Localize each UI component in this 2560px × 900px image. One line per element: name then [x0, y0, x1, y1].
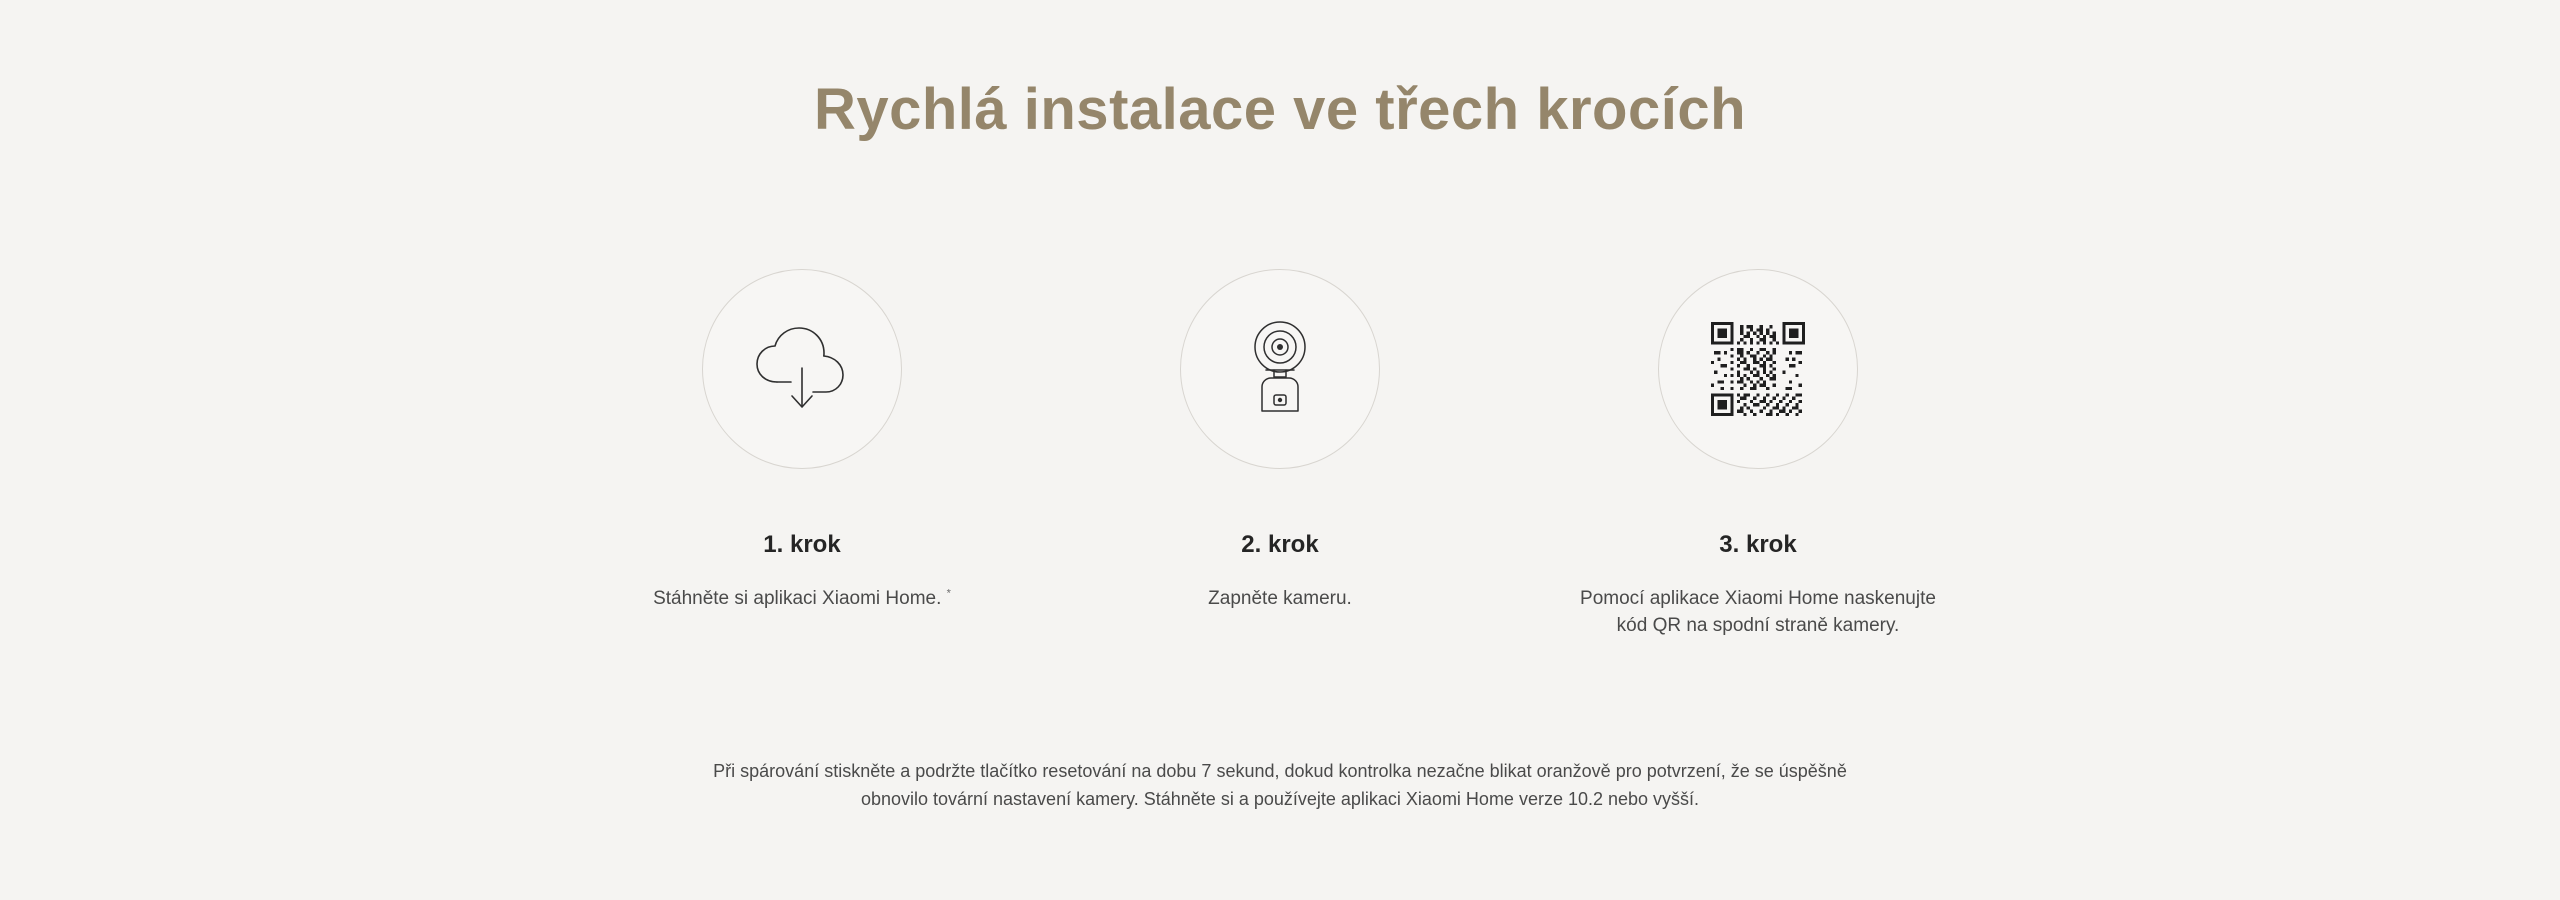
step-2-title: 2. krok: [1241, 530, 1319, 558]
page-title: Rychlá instalace ve třech krocích: [813, 77, 1747, 142]
step-3-title: 3. krok: [1719, 530, 1797, 558]
step-1-description: [653, 585, 951, 613]
step-3-icon-circle: [1658, 269, 1858, 469]
step-2-icon-circle: [1180, 269, 1380, 469]
step-1: [612, 269, 992, 613]
step-2-description-text: Zapněte kameru.: [1208, 587, 1352, 609]
security-camera-icon: [1226, 315, 1334, 423]
step-2: [1090, 269, 1470, 613]
step-1-footnote-marker: *: [946, 587, 951, 600]
step-2-description: [1208, 585, 1352, 613]
steps-row: [612, 269, 1948, 640]
step-1-title: 1. krok: [763, 530, 841, 558]
step-3-description: [1568, 585, 1948, 640]
step-3: [1568, 269, 1948, 640]
footnote-text: Při spárování stiskněte a podržte tlačítko resetování na dobu 7 sekund, dokud kontrolka nezačne blikat oranžově pro potvrzení, že se úspěšně obnovilo tovární nastavení kamery. Stáhněte si a používejte aplikaci Xiaomi Home verze 10.2 nebo vyšší.: [713, 760, 1847, 809]
step-1-icon-circle: [702, 269, 902, 469]
cloud-download-icon: [747, 324, 857, 414]
qr-code-icon: [1711, 322, 1805, 416]
step-3-description-text: Pomocí aplikace Xiaomi Home naskenujte kód QR na spodní straně kamery.: [1580, 587, 1936, 637]
step-1-description-text: Stáhněte si aplikaci Xiaomi Home.: [653, 587, 947, 609]
